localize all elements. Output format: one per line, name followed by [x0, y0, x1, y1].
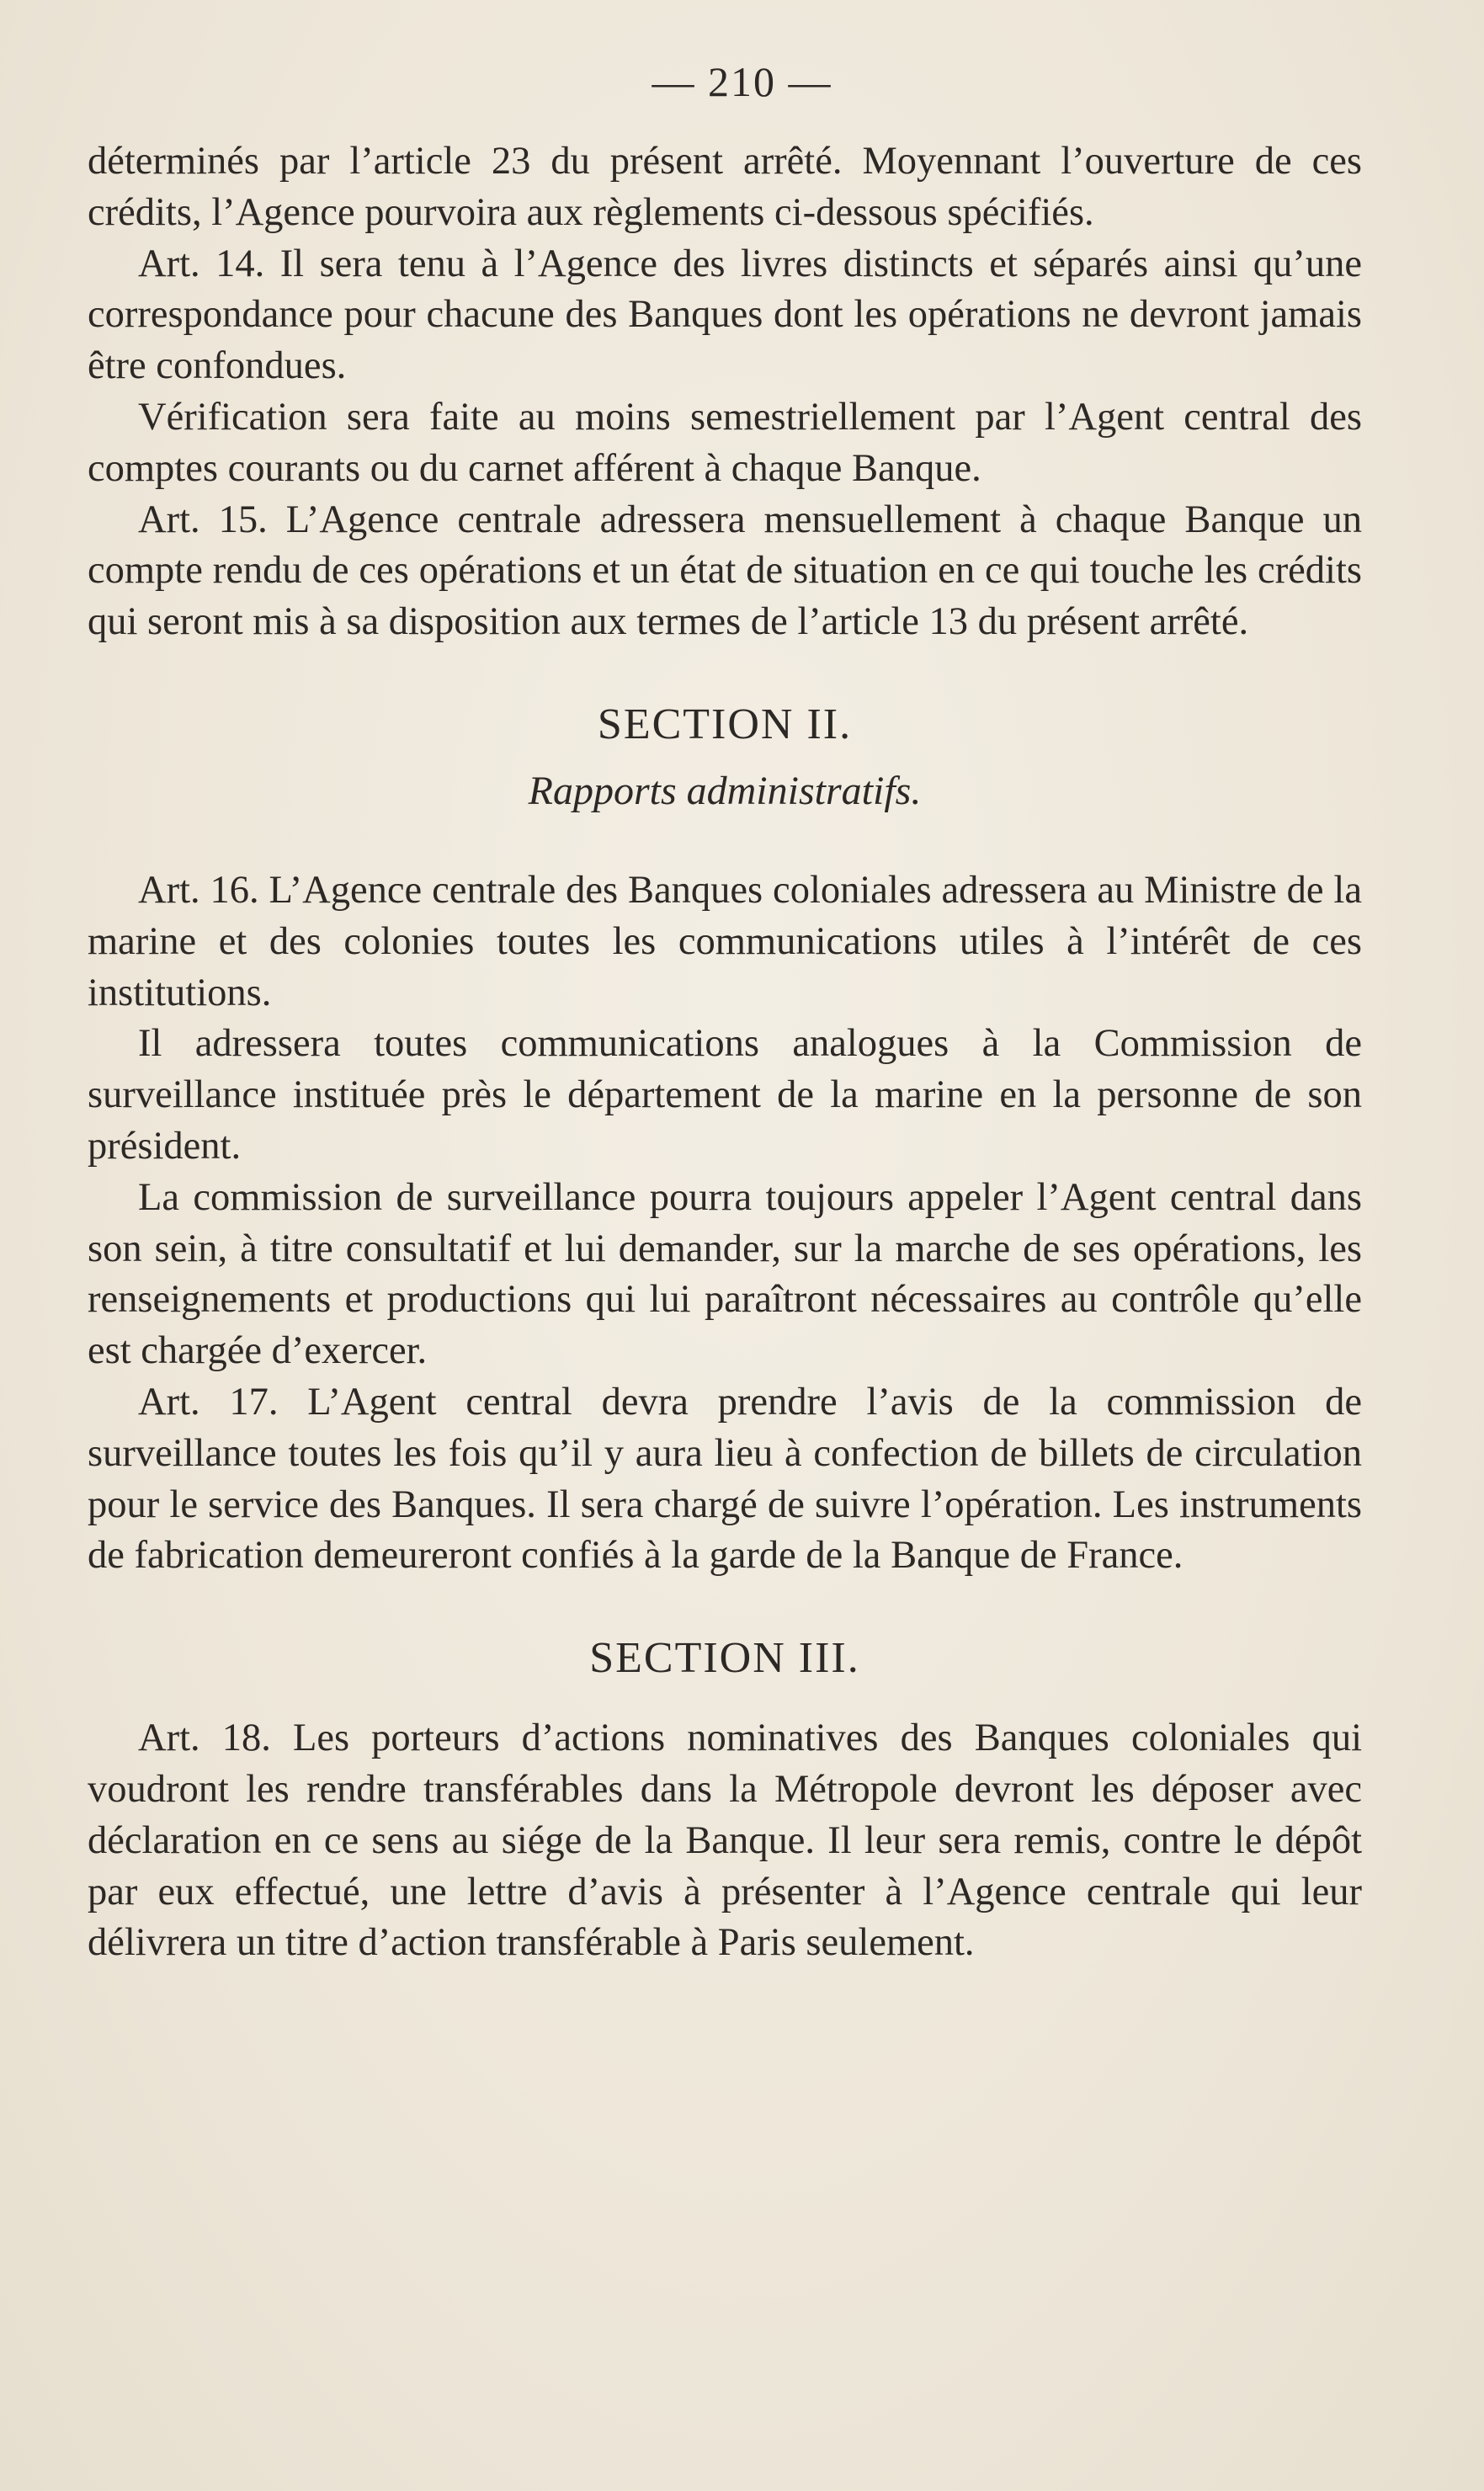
paragraph-surveillance: La commission de surveillance pourra toujours appeler l’Agent central dans son sein, à titre consultatif et lui demander, sur la marche de ses opérations, les renseignements et productions qui lui paraîtront nécessaires au contrôle qu’elle est chargée d’exercer. [88, 1175, 1362, 1373]
paragraph-art-18: Art. 18. Les porteurs d’actions nominatives des Banques coloniales qui voudront les rendre transférables dans la Métropole devront les déposer avec déclaration en ce sens au siége de la Banque. Il leur sera remis, contre le dépôt par eux effectué, une lettre d’avis à présenter à l’Agence centrale qui leur délivrera un titre d’action transférable à Paris seulement. [88, 1717, 1362, 1965]
section-2-heading: SECTION II. [597, 700, 853, 748]
section-3-heading: SECTION III. [589, 1634, 860, 1683]
paragraph-commission: Il adressera toutes communications analogues à la Commission de surveillance instituée près le département de la marine en la personne de son président. [88, 1022, 1362, 1168]
section-2-subtitle: Rapports administratifs. [528, 768, 922, 813]
paragraph-art-14: Art. 14. Il sera tenu à l’Agence des livres distincts et séparés ainsi qu’une correspondance pour chacune des Banques dont les opérations ne devront jamais être confondues. [88, 242, 1362, 388]
paragraph-art-17: Art. 17. L’Agent central devra prendre l’avis de la commission de surveillance toutes les fois qu’il y aura lieu à confection de billets de circulation pour le service des Banques. Il sera chargé de suivre l’opération. Les instruments de fabrication demeureront confiés à la garde de la Banque de France. [88, 1380, 1362, 1578]
paragraph-art-15: Art. 15. L’Agence centrale adressera mensuellement à chaque Banque un compte rendu de ces opérations et un état de situation en ce qui touche les crédits qui seront mis à sa disposition aux termes de l’article 13 du présent arrêté. [88, 498, 1362, 644]
paragraph-verification: Vérification sera faite au moins semestriellement par l’Agent central des comptes courants ou du carnet afférent à chaque Banque. [88, 395, 1362, 490]
page-number: — 210 — [652, 58, 832, 105]
paragraph-continuation: déterminés par l’article 23 du présent arrêté. Moyennant l’ouverture de ces crédits, l’Agence pourvoira aux règlements ci-dessous spécifiés. [88, 140, 1362, 234]
page-content [88, 136, 1362, 1969]
paragraph-art-16: Art. 16. L’Agence centrale des Banques coloniales adressera au Ministre de la marine et des colonies toutes les communications utiles à l’intérêt de ces institutions. [88, 868, 1362, 1014]
